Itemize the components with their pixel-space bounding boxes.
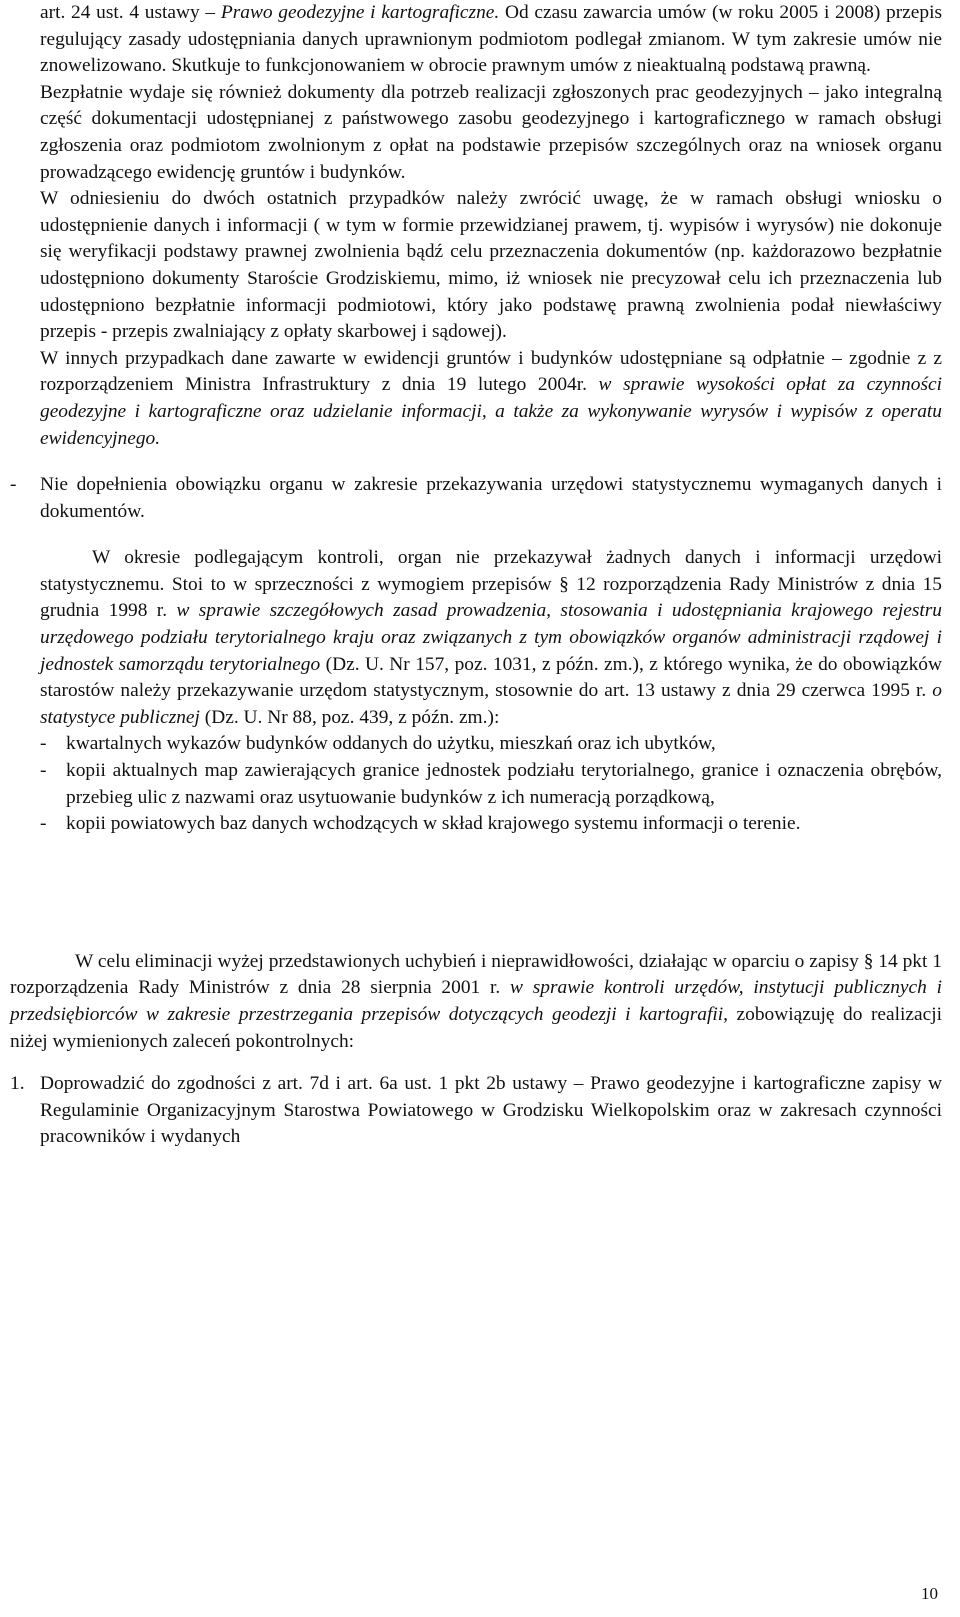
list-item-text: kopii aktualnych map zawierających granice jednostek podziału terytorialnego, granice i oznaczenia obrębów, przebieg ulic z nazwami oraz usytuowanie budynków z ich numeracją porządkową, bbox=[66, 760, 942, 808]
act-title: Prawo geodezyjne i kartograficzne. bbox=[220, 2, 500, 23]
text: zobowiązuję do realizacji niżej wymienionych zaleceń pokontrolnych: bbox=[10, 1004, 943, 1052]
text: Od czasu zawarcia umów (w roku 2005 i 2008) przepis regulujący zasady udostępniania danych uprawnionym podmiotom podlegał zmianom. W tym zakresie umów nie znowelizowano. Skutkuje to funkcjonowaniem w obrocie prawnym umów z nieaktualną podstawą prawną. bbox=[40, 2, 943, 77]
list-marker: - bbox=[40, 813, 47, 835]
list-marker: - bbox=[10, 474, 17, 496]
list-item bbox=[10, 811, 942, 838]
text: (Dz. U. Nr 88, poz. 439, z późn. zm.): bbox=[199, 706, 500, 728]
regulation-title: w sprawie wysokości opłat za czynności geodezyjne i kartograficzne oraz udzielanie informacji, a także za wykonywanie wyrysów i wypisów z operatu ewidencyjnego. bbox=[40, 374, 942, 449]
regulation-title: w sprawie kontroli urzędów, instytucji publicznych i przedsiębiorców w zakresie przestrzegania przepisów dotyczących geodezji i kartografii, bbox=[10, 977, 943, 1025]
paragraph-paid-access bbox=[10, 346, 942, 452]
text: art. 24 ust. 4 ustawy – bbox=[40, 2, 221, 23]
paragraph-statistics bbox=[10, 545, 942, 731]
text: W celu eliminacji wyżej przedstawionych uchybień i nieprawidłowości, działając w oparciu o zapisy § 14 pkt 1 rozporządzenia Rady Ministrów z dnia 28 sierpnia 2001 r. bbox=[10, 950, 942, 999]
regulation-title: w sprawie szczegółowych zasad prowadzenia, stosowania i udostępniania krajowego rejestru urzędowego podziału terytorialnego kraju oraz związanych z tym obowiązków organów administracji rządowej i jednostek samorządu terytorialnego bbox=[40, 600, 942, 675]
paragraph-contracts bbox=[10, 0, 942, 80]
paragraph-recommendations-intro bbox=[10, 949, 942, 1055]
document-page bbox=[10, 0, 942, 1617]
paragraph-verification: W odniesieniu do dwóch ostatnich przypadków należy zwrócić uwagę, że w ramach obsługi wniosku o udostępnienie danych i informacji ( w tym w formie przewidzianej prawem, tj. wypisów i wyrysów) nie dokonuje się weryfikacji podstawy prawnej zwolnienia bądź celu przeznaczenia dokumentów (np. każdorazowo bezpłatnie udostępniono dokumenty Staroście Grodziskiemu, mimo, iż wniosek nie precyzował celu ich przeznaczenia lub udostępniono bezpłatnie informacji podmiotowi, który jako podstawę prawną zwolnienia podał niewłaściwy przepis - przepis zwalniający z opłaty skarbowej i sądowej). bbox=[40, 188, 942, 343]
text: W okresie podlegającym kontroli, organ nie przekazywał żadnych danych i informacji urzędowi statystycznemu. Stoi to w sprzeczności z wymogiem przepisów § 12 rozporządzenia Rady Ministrów z dnia 15 grudnia 1998 r. bbox=[40, 547, 942, 622]
finding-item bbox=[10, 472, 942, 525]
list-marker: - bbox=[40, 760, 47, 782]
list-item-text: kwartalnych wykazów budynków oddanych do użytku, mieszkań oraz ich ubytków, bbox=[66, 733, 716, 755]
text: W innych przypadkach dane zawarte w ewidencji gruntów i budynków udostępniane są odpłatnie – zgodnie z z rozporządzeniem Ministra Infrastruktury z dnia 19 lutego 2004r. bbox=[40, 347, 942, 396]
list-number: 1. bbox=[10, 1073, 25, 1095]
recommendation-text: Doprowadzić do zgodności z art. 7d i art. 6a ust. 1 pkt 2b ustawy – Prawo geodezyjne i kartograficzne zapisy w Regulaminie Organizacyjnym Starostwa Powiatowego w Grodzisku Wielkopolskim oraz w zakresach czynności pracowników i wydanych bbox=[40, 1073, 942, 1148]
list-marker: - bbox=[40, 733, 47, 755]
recommendation-item bbox=[10, 1071, 942, 1151]
act-title: o statystyce publicznej bbox=[40, 680, 942, 728]
page-number: 10 bbox=[921, 1584, 938, 1603]
list-item bbox=[10, 731, 942, 758]
list-item bbox=[10, 758, 942, 811]
finding-text: Nie dopełnienia obowiązku organu w zakresie przekazywania urzędowi statystycznemu wymaganych danych i dokumentów. bbox=[40, 474, 942, 522]
paragraph-free-documents: Bezpłatnie wydaje się również dokumenty dla potrzeb realizacji zgłoszonych prac geodezyjnych – jako integralną część dokumentacji udostępnianej z państwowego zasobu geodezyjnego i kartograficznego w ramach obsługi zgłoszenia oraz podmiotom zwolnionym z opłat na podstawie przepisów szczególnych oraz na wniosek organu prowadzącego ewidencję gruntów i budynków. bbox=[40, 81, 942, 183]
text: (Dz. U. Nr 157, poz. 1031, z późn. zm.), z którego wynika, że do obowiązków starostów należy przekazywanie urzędom statystycznym, stosownie do art. 13 ustawy z dnia 29 czerwca 1995 r. bbox=[40, 653, 942, 702]
list-item-text: kopii powiatowych baz danych wchodzących w skład krajowego systemu informacji o terenie. bbox=[66, 813, 801, 835]
